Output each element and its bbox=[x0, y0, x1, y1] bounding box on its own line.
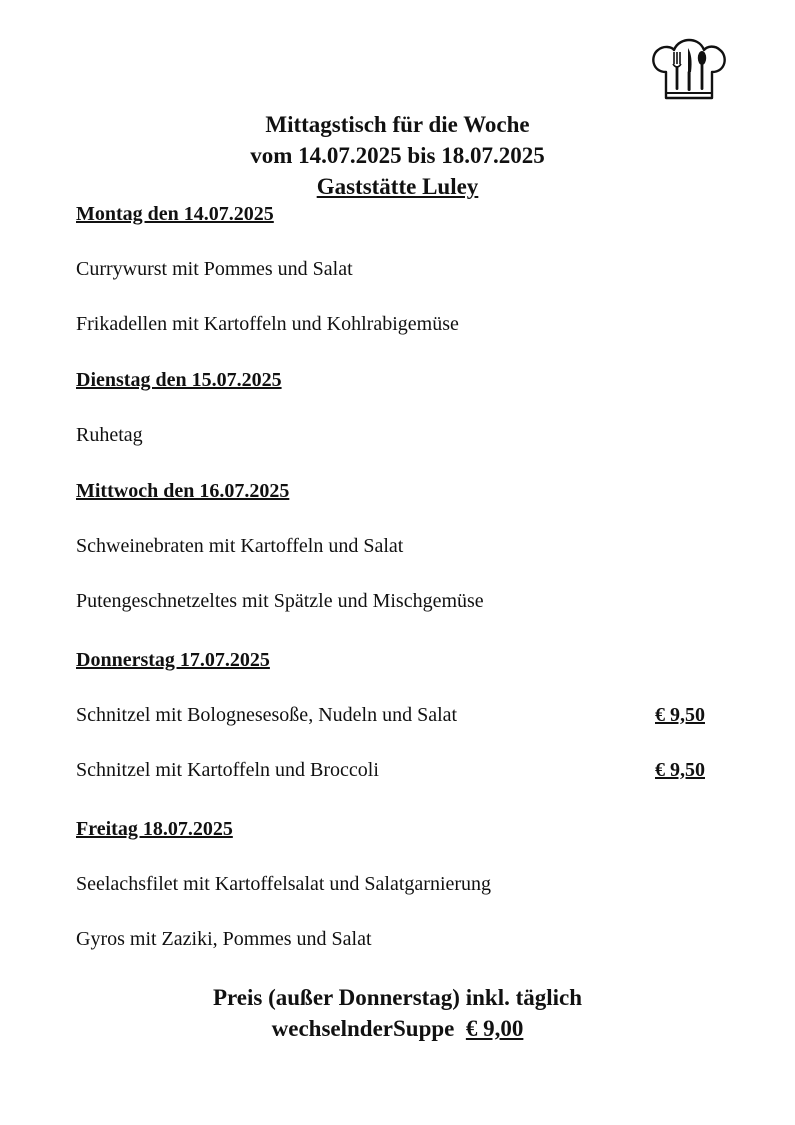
price-note bbox=[0, 982, 795, 1044]
price-note-soup: wechselnderSuppe bbox=[271, 1016, 455, 1041]
dish-wednesday-1: Schweinebraten mit Kartoffeln und Salat bbox=[76, 535, 404, 557]
price-thursday-2: € 9,50 bbox=[655, 759, 705, 781]
dish-wednesday-2: Putengeschnetzeltes mit Spätzle und Mischgemüse bbox=[76, 590, 484, 612]
dish-monday-1: Currywurst mit Pommes und Salat bbox=[76, 258, 353, 280]
dish-thursday-1: Schnitzel mit Bolognesesoße, Nudeln und Salat bbox=[76, 704, 458, 726]
dish-monday-2: Frikadellen mit Kartoffeln und Kohlrabigemüse bbox=[76, 313, 459, 335]
page-title bbox=[0, 109, 795, 202]
price-thursday-1: € 9,50 bbox=[655, 704, 705, 726]
dish-thursday-2: Schnitzel mit Kartoffeln und Broccoli bbox=[76, 759, 379, 781]
day-heading-friday: Freitag 18.07.2025 bbox=[76, 818, 233, 840]
restaurant-name: Gaststätte Luley bbox=[316, 174, 479, 199]
day-heading-wednesday: Mittwoch den 16.07.2025 bbox=[76, 480, 290, 502]
chef-hat-cutlery-icon bbox=[648, 38, 730, 100]
price-note-price: € 9,00 bbox=[465, 1016, 524, 1041]
dish-tuesday-1: Ruhetag bbox=[76, 424, 143, 446]
title-line-1: Mittagstisch für die Woche bbox=[265, 112, 530, 137]
dish-friday-1: Seelachsfilet mit Kartoffelsalat und Salatgarnierung bbox=[76, 873, 492, 895]
dish-friday-2: Gyros mit Zaziki, Pommes und Salat bbox=[76, 928, 372, 950]
title-line-2: vom 14.07.2025 bis 18.07.2025 bbox=[250, 143, 545, 168]
price-note-line-1: Preis (außer Donnerstag) inkl. täglich bbox=[212, 985, 583, 1010]
day-heading-thursday: Donnerstag 17.07.2025 bbox=[76, 649, 270, 671]
day-heading-monday: Montag den 14.07.2025 bbox=[76, 203, 274, 225]
day-heading-tuesday: Dienstag den 15.07.2025 bbox=[76, 369, 282, 391]
